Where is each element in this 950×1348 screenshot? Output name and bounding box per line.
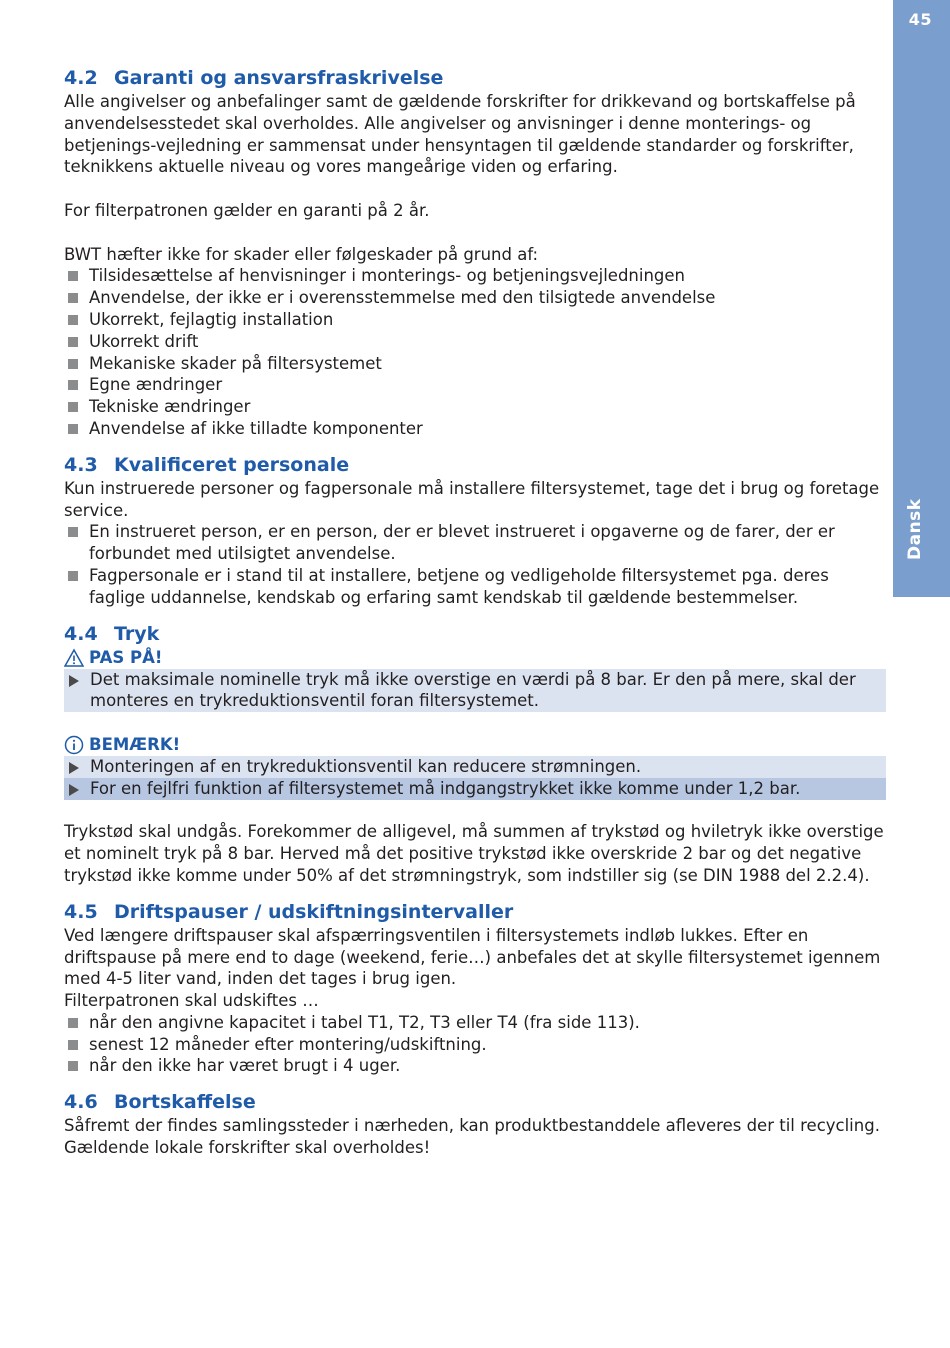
note-item: Monteringen af en trykreduktionsventil kan reducere strømningen. — [64, 756, 886, 778]
info-circle-icon — [64, 735, 84, 755]
language-label: Dansk — [905, 498, 925, 560]
list-item: senest 12 måneder efter montering/udskiftning. — [64, 1034, 886, 1056]
list-item: Ukorrekt, fejlagtig installation — [64, 309, 886, 331]
paragraph: For filterpatronen gælder en garanti på 2 år. — [64, 200, 430, 220]
paragraph: Kun instruerede personer og fagpersonale må installere filtersystemet, tage det i brug og foretage service. — [64, 478, 880, 520]
paragraph: Alle angivelser og anbefalinger samt de gældende forskrifter for drikkevand og bortskaffelse på anvendelsesstedet skal overholdes. Alle angivelser og anvisninger i denne monterings- og betjenings-vejledning er sammensat under hensyntagen til gældende standarder og forskrifter, teknikkens aktuelle niveau og vores mangeårige viden og erfaring. — [64, 92, 856, 177]
language-side-tab — [893, 0, 950, 597]
bullet-list — [64, 1012, 886, 1077]
paragraph: BWT hæfter ikke for skader eller følgeskader på grund af: — [64, 244, 539, 264]
list-item: Tekniske ændringer — [64, 396, 886, 418]
section-heading-4-6: 4.6 Bortskaffelse — [64, 1091, 256, 1114]
note-item: For en fejlfri funktion af filtersystemet må indgangstrykket ikke komme under 1,2 bar. — [64, 778, 886, 800]
caution-title: PAS PÅ! — [64, 647, 886, 669]
bullet-list — [64, 265, 886, 439]
caution-item: Det maksimale nominelle tryk må ikke overstige en værdi på 8 bar. Er den på mere, skal der monteres en trykreduktionsventil foran filtersystemet. — [64, 669, 886, 713]
list-item: En instrueret person, er en person, der er blevet instrueret i opgaverne og de farer, der er forbundet med utilsigtet anvendelse. — [64, 521, 886, 565]
paragraph: Filterpatronen skal udskiftes … — [64, 991, 319, 1011]
page-number: 45 — [908, 10, 932, 29]
note-title: BEMÆRK! — [64, 734, 886, 756]
paragraph: Trykstød skal undgås. Forekommer de alligevel, må summen af trykstød og hviletryk ikke overstige et nominelt tryk på 8 bar. Herved må det positive trykstød ikke overskride 2 bar og det negative trykstød ikke komme under 50% af det strømningstryk, som indstiller sig (se DIN 1988 del 2.2.4). — [64, 822, 884, 885]
note-list — [64, 756, 886, 800]
list-item: Tilsidesættelse af henvisninger i monterings- og betjeningsvejledningen — [64, 265, 886, 287]
list-item: Anvendelse, der ikke er i overensstemmelse med den tilsigtede anvendelse — [64, 287, 886, 309]
warning-triangle-icon — [64, 648, 84, 668]
section-heading-4-4: 4.4 Tryk — [64, 622, 160, 645]
bullet-list — [64, 521, 886, 608]
list-item: når den ikke har været brugt i 4 uger. — [64, 1055, 886, 1077]
list-item: Egne ændringer — [64, 374, 886, 396]
list-item: Mekaniske skader på filtersystemet — [64, 353, 886, 375]
section-heading-4-2: 4.2 Garanti og ansvarsfraskrivelse — [64, 67, 444, 89]
page-content — [64, 65, 886, 1159]
paragraph: Såfremt der findes samlingssteder i nærheden, kan produktbestanddele afleveres der til recycling. Gældende lokale forskrifter skal overholdes! — [64, 1116, 880, 1158]
list-item: Ukorrekt drift — [64, 331, 886, 353]
paragraph: Ved længere driftspauser skal afspærringsventilen i filtersystemets indløb lukkes. Efter en driftspause på mere end to dage (weekend, ferie…) anbefales det at skylle filtersystemet igennem med 4-5 liter vand, inden det tages i brug igen. — [64, 925, 881, 989]
list-item: når den angivne kapacitet i tabel T1, T2, T3 eller T4 (fra side 113). — [64, 1012, 886, 1034]
caution-list — [64, 669, 886, 713]
list-item: Anvendelse af ikke tilladte komponenter — [64, 418, 886, 440]
section-heading-4-3: 4.3 Kvalificeret personale — [64, 453, 350, 476]
section-heading-4-5: 4.5 Driftspauser / udskiftningsintervaller — [64, 900, 514, 923]
list-item: Fagpersonale er i stand til at installere, betjene og vedligeholde filtersystemet pga. deres faglige uddannelse, kendskab og erfaring samt kendskab til gældende bestemmelser. — [64, 565, 886, 609]
